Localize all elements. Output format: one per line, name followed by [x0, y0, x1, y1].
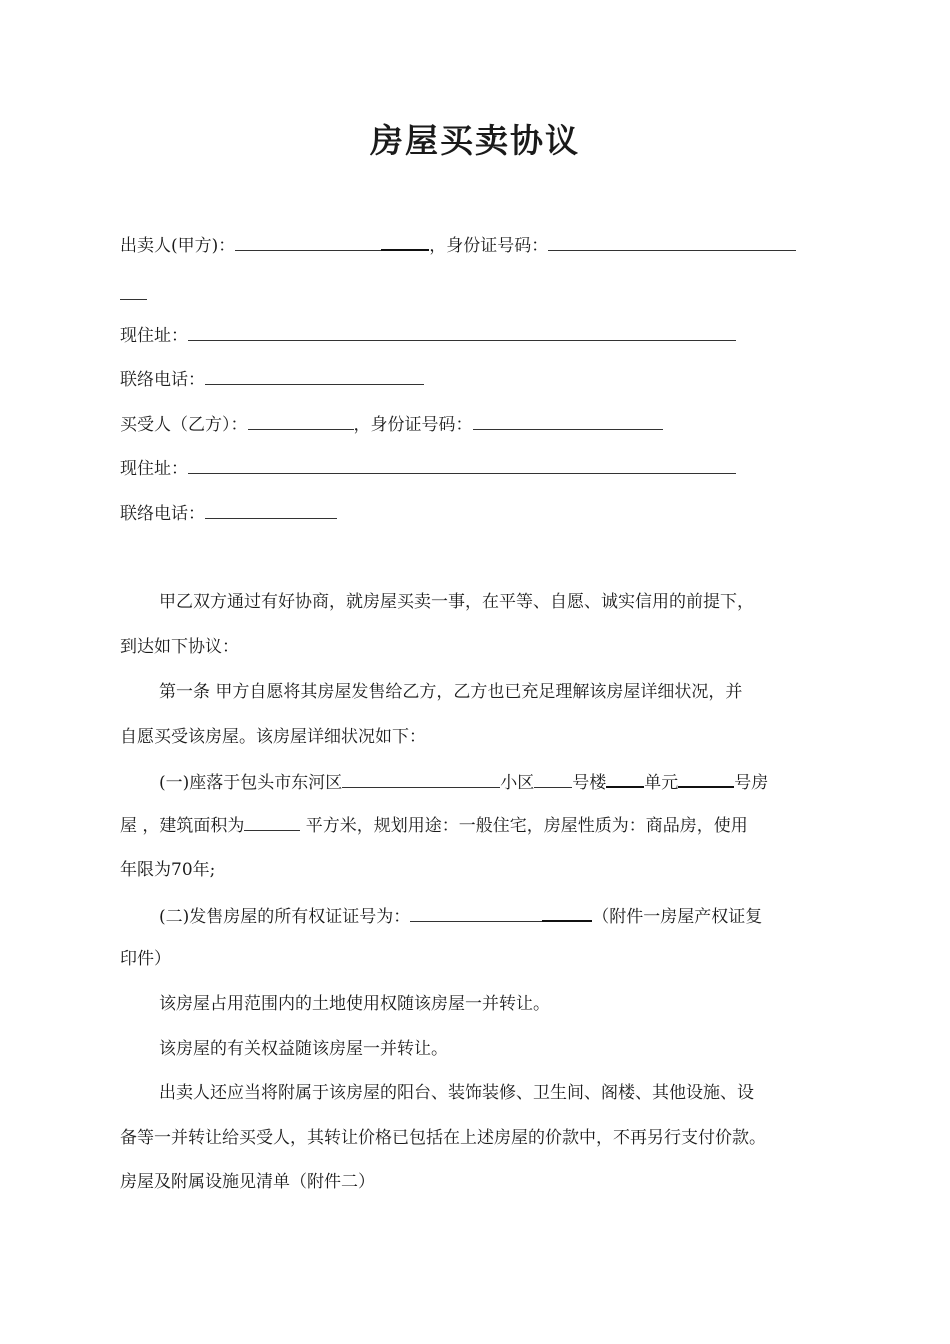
buyer-name-blank[interactable]: [248, 412, 354, 430]
buyer-phone-blank[interactable]: [205, 501, 337, 519]
seller-address-blank[interactable]: [188, 323, 736, 341]
community-blank[interactable]: [342, 770, 500, 788]
item1-area-rest: 平方米，规划用途：一般住宅，房屋性质为：商品房，使用: [300, 816, 748, 836]
seller-line: [120, 232, 796, 258]
item2-line-2: 印件）: [120, 949, 171, 969]
seller-name-blank[interactable]: [235, 233, 381, 251]
item1-prefix: (一)座落于包头市东河区: [159, 773, 343, 793]
seller-address-label: 现住址：: [120, 326, 188, 346]
certificate-blank[interactable]: [410, 904, 542, 922]
item2-suffix: （附件一房屋产权证复: [592, 907, 763, 927]
building-blank[interactable]: [534, 770, 572, 788]
article1-line-1: 第一条 甲方自愿将其房屋发售给乙方，乙方也已充足理解该房屋详细状况，并: [159, 682, 743, 702]
para-attach-line-2: 备等一并转让给买受人，其转让价格已包括在上述房屋的价款中，不再另行支付价款。: [120, 1128, 766, 1148]
building-label: 号楼: [572, 773, 607, 793]
area-blank[interactable]: [244, 813, 300, 831]
seller-id-label: ，身份证号码：: [429, 236, 549, 256]
item2-line-1: [159, 903, 762, 929]
buyer-label: 买受人（乙方）：: [120, 415, 248, 435]
intro-line-1: 甲乙双方通过有好协商，就房屋买卖一事，在平等、自愿、诚实信用的前提下，: [159, 592, 754, 612]
certificate-blank-end[interactable]: [542, 903, 592, 922]
item2-prefix: (二)发售房屋的所有权证证号为：: [159, 907, 411, 927]
para-land: 该房屋占用范围内的土地使用权随该房屋一并转让。: [159, 994, 550, 1014]
buyer-phone-label: 联络电话：: [120, 504, 205, 524]
seller-id-blank-cont[interactable]: [120, 282, 147, 300]
seller-address-line: [120, 323, 736, 348]
community-label: 小区: [500, 773, 535, 793]
unit-blank[interactable]: [606, 769, 644, 788]
unit-label: 单元: [644, 773, 679, 793]
seller-phone-line: [120, 367, 424, 392]
item1-area-label: 屋 ，建筑面积为: [120, 816, 245, 836]
document-title: 房屋买卖协议: [370, 121, 580, 160]
room-blank[interactable]: [678, 769, 734, 788]
buyer-address-line: [120, 456, 736, 481]
intro-line-2: 到达如下协议：: [120, 637, 239, 657]
seller-phone-blank[interactable]: [205, 367, 424, 385]
buyer-phone-line: [120, 501, 337, 526]
para-attach-line-1: 出卖人还应当将附属于该房屋的阳台、装饰装修、卫生间、阁楼、其他设施、设: [159, 1083, 754, 1103]
buyer-line: [120, 412, 663, 437]
seller-id-continuation: [120, 282, 147, 307]
para-attach-line-3: 房屋及附属设施见清单（附件二）: [120, 1172, 375, 1192]
buyer-id-blank[interactable]: [473, 412, 663, 430]
seller-phone-label: 联络电话：: [120, 370, 205, 390]
seller-label: 出卖人(甲方)：: [120, 236, 236, 256]
seller-id-blank[interactable]: [548, 233, 796, 251]
article1-line-2: 自愿买受该房屋。该房屋详细状况如下：: [120, 727, 426, 747]
para-rights: 该房屋的有关权益随该房屋一并转让。: [159, 1039, 448, 1059]
item1-line-3: 年限为70年;: [120, 860, 216, 880]
buyer-address-blank[interactable]: [188, 456, 736, 474]
item1-line-2: [120, 813, 748, 838]
buyer-address-label: 现住址：: [120, 459, 188, 479]
room-label: 号房: [734, 773, 769, 793]
seller-name-blank-end[interactable]: [381, 232, 429, 251]
buyer-id-label: ，身份证号码：: [353, 415, 473, 435]
item1-line-1: [159, 769, 768, 795]
